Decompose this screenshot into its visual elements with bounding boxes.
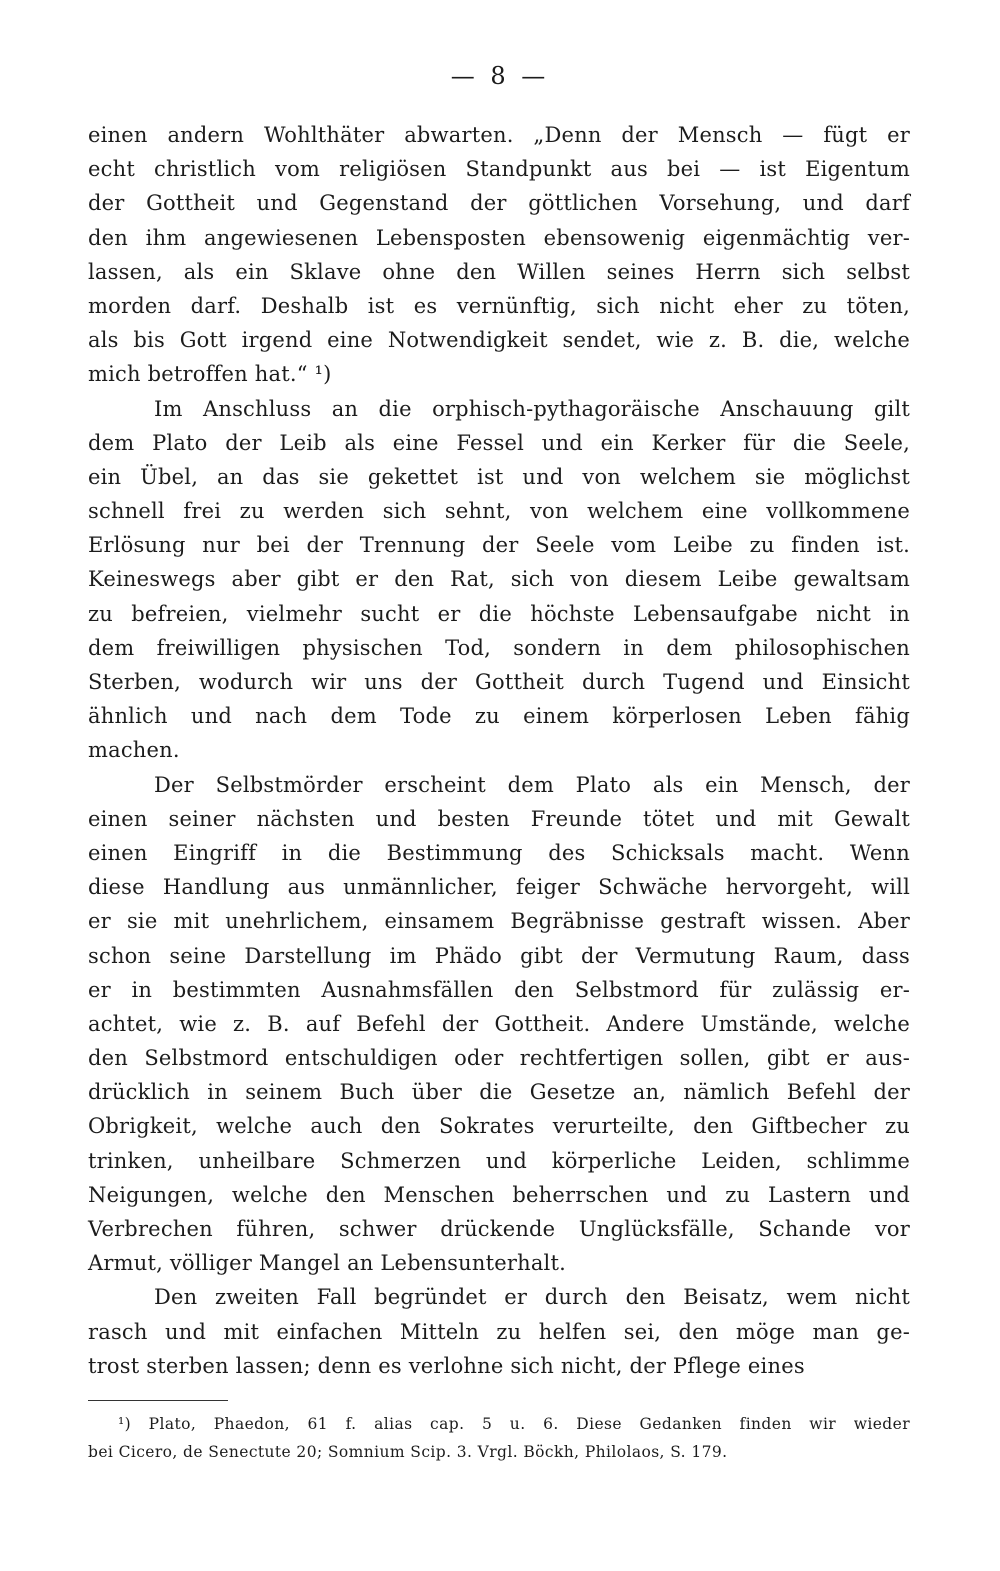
text-line: Obrigkeit, welche auch den Sokrates verurteilte, den Giftbecher zu: [88, 1114, 910, 1139]
text-line: Der Selbstmörder erscheint dem Plato als ein Mensch, der: [154, 772, 910, 797]
text-line: lassen, als ein Sklave ohne den Willen seines Herrn sich selbst: [88, 259, 910, 284]
text-line: Keineswegs aber gibt er den Rat, sich von diesem Leibe gewaltsam: [88, 567, 910, 592]
text-line: zu befreien, vielmehr sucht er die höchste Lebensaufgabe nicht in: [88, 601, 910, 626]
text-line: einen Eingriff in die Bestimmung des Schicksals macht. Wenn: [88, 840, 910, 865]
text-line: echt christlich vom religiösen Standpunkt aus bei — ist Eigentum: [88, 157, 910, 182]
text-line: drücklich in seinem Buch über die Gesetze an, nämlich Befehl der: [88, 1080, 910, 1105]
page-number: — 8 —: [450, 62, 550, 90]
text-line: mich betroffen hat.“ ¹): [88, 362, 332, 387]
text-line: den Selbstmord entschuldigen oder rechtfertigen sollen, gibt er aus-: [88, 1046, 910, 1071]
footnote-line: ¹) Plato, Phaedon, 61 f. alias cap. 5 u. 6. Diese Gedanken finden wir wieder: [118, 1415, 910, 1433]
text-line: Neigungen, welche den Menschen beherrschen und zu Lastern und: [88, 1182, 910, 1207]
text-line: er sie mit unehrlichem, einsamem Begräbnisse gestraft wissen. Aber: [88, 909, 910, 934]
text-line: Sterben, wodurch wir uns der Gottheit durch Tugend und Einsicht: [88, 670, 910, 694]
text-line: machen.: [88, 738, 180, 763]
text-line: trinken, unheilbare Schmerzen und körperliche Leiden, schlimme: [88, 1148, 910, 1173]
text-line: Erlösung nur bei der Trennung der Seele vom Leibe zu finden ist.: [88, 533, 910, 558]
text-line: diese Handlung aus unmännlicher, feiger Schwäche hervorgeht, will: [88, 875, 910, 900]
text-line: er in bestimmten Ausnahmsfällen den Selbstmord für zulässig er-: [88, 977, 910, 1002]
text-line: Im Anschluss an die orphisch-pythagoräische Anschauung gilt: [154, 396, 910, 421]
paragraph: [88, 118, 910, 392]
text-line: rasch und mit einfachen Mitteln zu helfen sei, den möge man ge-: [88, 1319, 910, 1344]
text-line: Den zweiten Fall begründet er durch den Beisatz, wem nicht: [154, 1285, 910, 1310]
text-line: dem freiwilligen physischen Tod, sondern in dem philosophischen: [88, 635, 910, 660]
text-line: als bis Gott irgend eine Notwendigkeit sendet, wie z. B. die, welche: [88, 328, 910, 353]
text-line: der Gottheit und Gegenstand der göttlichen Vorsehung, und darf: [88, 191, 910, 216]
text-line: einen seiner nächsten und besten Freunde tötet und mit Gewalt: [88, 806, 910, 831]
body-text: [88, 118, 910, 1383]
text-line: ähnlich und nach dem Tode zu einem körperlosen Leben fähig: [88, 704, 910, 729]
text-line: Armut, völliger Mangel an Lebensunterhalt.: [88, 1251, 566, 1276]
paragraph: [88, 1280, 910, 1383]
footnote-line: bei Cicero, de Senectute 20; Somnium Scip. 3. Vrgl. Böckh, Philolaos, S. 179.: [88, 1443, 728, 1461]
text-line: ein Übel, an das sie gekettet ist und von welchem sie möglichst: [88, 464, 910, 489]
text-line: dem Plato der Leib als eine Fessel und ein Kerker für die Seele,: [88, 430, 910, 455]
text-line: morden darf. Deshalb ist es vernünftig, sich nicht eher zu töten,: [88, 293, 910, 318]
paragraph: [88, 392, 910, 768]
text-line: Verbrechen führen, schwer drückende Unglücksfälle, Schande vor: [88, 1217, 910, 1241]
text-line: schon seine Darstellung im Phädo gibt der Vermutung Raum, dass: [88, 943, 910, 968]
footnote: [88, 1410, 910, 1466]
text-line: trost sterben lassen; denn es verlohne sich nicht, der Pflege eines: [88, 1353, 805, 1378]
text-line: einen andern Wohlthäter abwarten. „Denn der Mensch — fügt er: [88, 123, 910, 147]
text-line: achtet, wie z. B. auf Befehl der Gottheit. Andere Umstände, welche: [88, 1011, 910, 1036]
text-line: schnell frei zu werden sich sehnt, von welchem eine vollkommene: [88, 499, 910, 524]
text-line: den ihm angewiesenen Lebensposten ebensowenig eigenmächtig ver-: [88, 225, 910, 250]
paragraph: [88, 768, 910, 1281]
footnote-divider: [88, 1400, 228, 1401]
